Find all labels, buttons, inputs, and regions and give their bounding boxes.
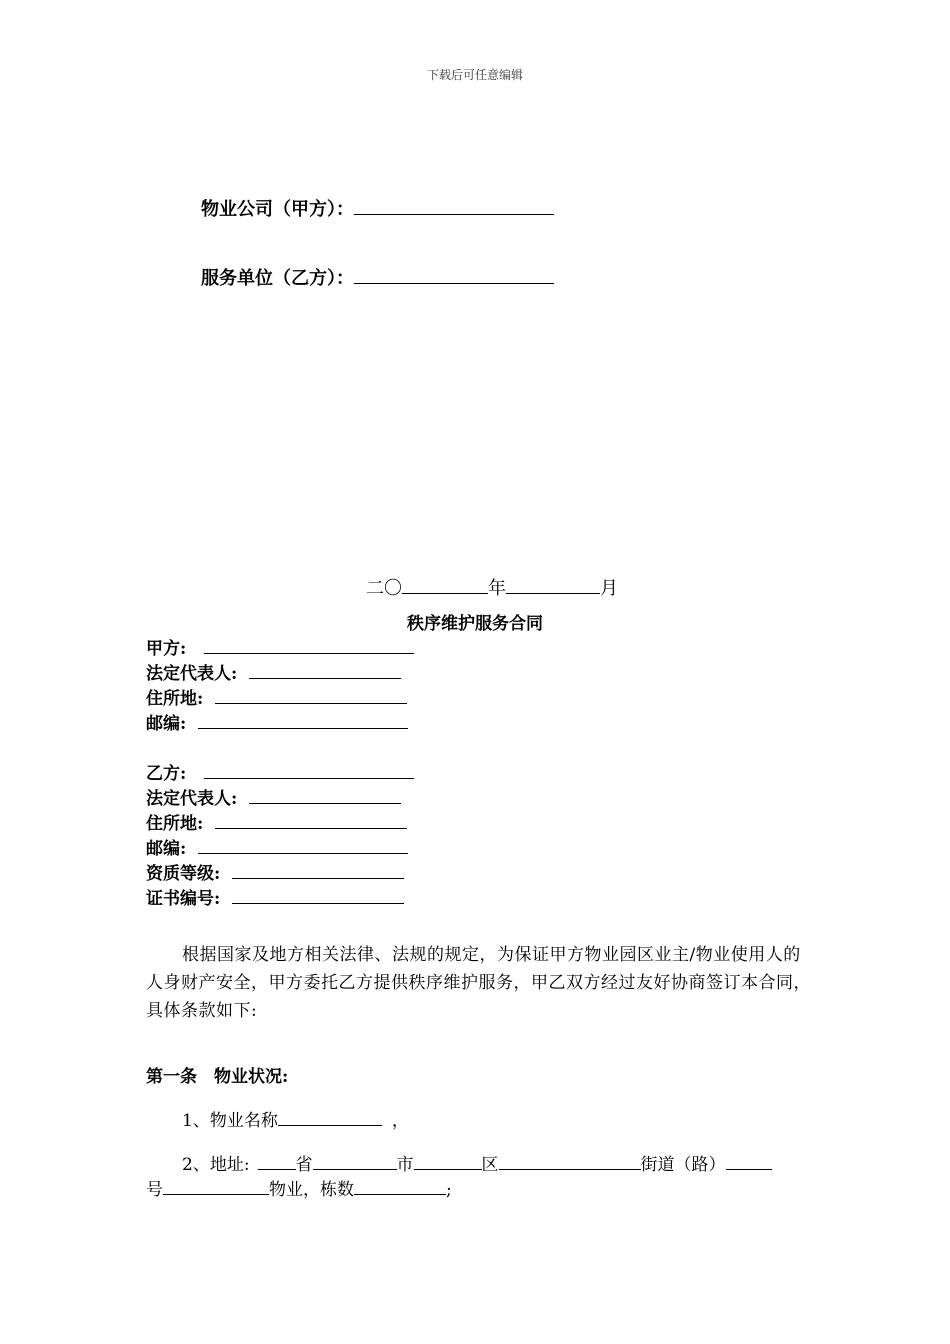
item-2-label: 2、地址: [182, 1155, 250, 1175]
party-a-postcode-label: 邮编: [146, 714, 187, 734]
number-blank-b[interactable] [163, 1180, 269, 1195]
cover-party-a [201, 195, 554, 221]
date-month: 月 [600, 578, 618, 599]
party-a-address-label: 住所地: [146, 689, 204, 709]
province-label: 省 [295, 1155, 313, 1175]
party-b-qualification-row [146, 859, 404, 884]
article-1-item-1 [182, 1106, 409, 1131]
item-1-label: 1、物业名称 [182, 1111, 278, 1131]
article-1-item-2 [182, 1150, 772, 1175]
party-b-rep-blank[interactable] [249, 789, 401, 804]
street-blank[interactable] [499, 1155, 641, 1170]
party-b-qualification-label: 资质等级: [146, 864, 221, 884]
item-2-tail: ; [446, 1180, 452, 1200]
province-blank[interactable] [258, 1155, 296, 1170]
party-b-rep-row [146, 784, 401, 809]
party-b-postcode-label: 邮编: [146, 839, 187, 859]
party-a-rep-label: 法定代表人: [146, 664, 238, 684]
party-b-qualification-blank[interactable] [232, 864, 404, 879]
building-count-blank[interactable] [354, 1180, 446, 1195]
party-b-postcode-blank[interactable] [198, 839, 408, 854]
party-a-postcode-blank[interactable] [198, 714, 408, 729]
contract-title: 秩序维护服务合同 [407, 614, 543, 634]
date-line [366, 574, 618, 600]
party-a-address-row [146, 684, 407, 709]
party-a-rep-blank[interactable] [249, 664, 401, 679]
cover-party-b-label: 服务单位（乙方）： [201, 268, 354, 289]
date-prefix: 二〇 [366, 578, 402, 599]
party-b-certificate-blank[interactable] [232, 889, 404, 904]
cover-party-b [201, 264, 554, 290]
party-a-address-blank[interactable] [215, 689, 407, 704]
number-blank-a[interactable] [726, 1155, 772, 1170]
party-b-postcode-row [146, 834, 408, 859]
party-a-row [146, 634, 414, 659]
party-b-blank[interactable] [204, 764, 414, 779]
cover-party-b-blank[interactable] [354, 267, 554, 284]
party-b-address-blank[interactable] [215, 814, 407, 829]
party-a-label: 甲方: [146, 639, 187, 659]
party-a-rep-row [146, 659, 401, 684]
party-b-address-label: 住所地: [146, 814, 204, 834]
property-label: 物业，栋数 [269, 1180, 354, 1200]
number-label: 号 [146, 1180, 163, 1200]
party-b-rep-label: 法定代表人: [146, 789, 238, 809]
party-b-certificate-label: 证书编号: [146, 889, 221, 909]
party-b-row [146, 759, 414, 784]
property-name-blank[interactable] [278, 1111, 382, 1126]
city-label: 市 [396, 1155, 414, 1175]
party-a-blank[interactable] [204, 639, 414, 654]
cover-party-a-blank[interactable] [354, 198, 554, 215]
district-blank[interactable] [414, 1155, 482, 1170]
street-label: 街道（路） [640, 1155, 726, 1175]
intro-paragraph: 根据国家及地方相关法律、法规的规定，为保证甲方物业园区业主/物业使用人的人身财产安全，甲方委托乙方提供秩序维护服务，甲乙双方经过友好协商签订本合同，具体条款如下: [146, 945, 811, 1021]
district-label: 区 [481, 1155, 499, 1175]
header-note: 下载后可任意编辑 [426, 68, 523, 82]
cover-party-a-label: 物业公司（甲方）： [201, 199, 354, 220]
party-a-postcode-row [146, 709, 408, 734]
city-blank[interactable] [313, 1155, 397, 1170]
year-blank[interactable] [402, 577, 488, 594]
party-b-address-row [146, 809, 407, 834]
party-b-certificate-row [146, 884, 404, 909]
article-1-heading: 第一条 物业状况: [146, 1067, 289, 1087]
item-1-tail: ， [391, 1111, 409, 1131]
month-blank[interactable] [506, 577, 600, 594]
date-year: 年 [488, 578, 506, 599]
article-1-item-2-cont [146, 1175, 452, 1200]
party-b-label: 乙方: [146, 764, 187, 784]
